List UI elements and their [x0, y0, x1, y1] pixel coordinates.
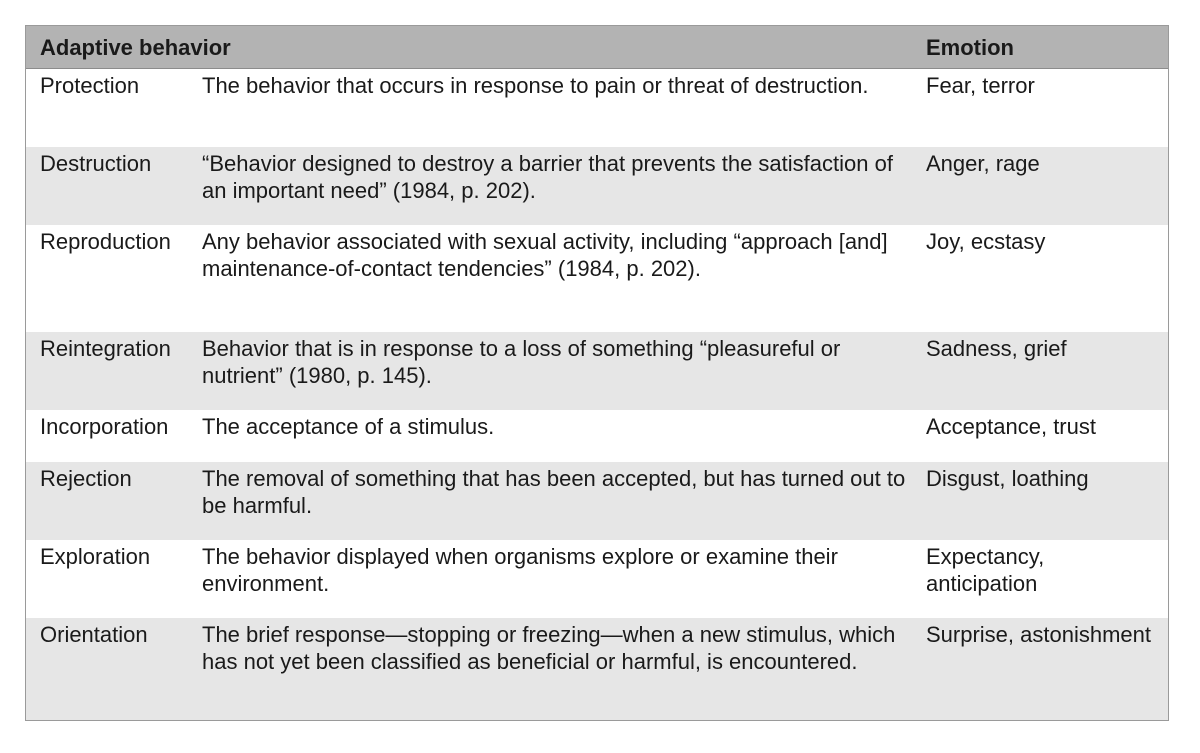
emotion-cell: Acceptance, trust: [926, 413, 1096, 439]
table-row: [26, 147, 1168, 225]
description-cell: The behavior that occurs in response to pain or threat of destruction.: [202, 73, 869, 98]
behavior-cell: Orientation: [40, 621, 148, 647]
emotion-cell: Anger, rage: [926, 150, 1040, 176]
behavior-cell: Destruction: [40, 150, 152, 176]
table-row: [26, 225, 1168, 332]
description-cell: The brief response—stopping or freezing—when a new stimulus, which has not yet been classified as beneficial or harmful, is encountered.: [202, 621, 896, 674]
emotion-cell: Disgust, loathing: [926, 465, 1089, 491]
emotion-cell: Sadness, grief: [926, 335, 1067, 361]
description-cell: The acceptance of a stimulus.: [202, 413, 495, 439]
description-cell: “Behavior designed to destroy a barrier that prevents the satisfaction of an important need” (1984, p. 202).: [202, 150, 893, 203]
header-emotion: Emotion: [926, 35, 1014, 60]
behavior-cell: Rejection: [40, 465, 132, 491]
table: [26, 26, 1168, 721]
behavior-cell: Protection: [40, 73, 140, 98]
table-row: [26, 618, 1168, 722]
table-row: [26, 462, 1168, 540]
behavior-cell: Reproduction: [40, 228, 171, 254]
emotion-cell: Fear, terror: [926, 73, 1035, 98]
emotion-cell: Joy, ecstasy: [926, 228, 1046, 254]
header-row: [26, 26, 1168, 69]
behavior-emotion-table: [25, 25, 1169, 721]
emotion-cell: Expectancy, anticipation: [926, 543, 1045, 596]
table-row: [26, 69, 1168, 147]
table-row: [26, 410, 1168, 462]
header-adaptive-behavior: Adaptive behavior: [40, 35, 231, 60]
behavior-cell: Reintegration: [40, 335, 171, 361]
behavior-cell: Exploration: [40, 543, 151, 569]
description-cell: The removal of something that has been accepted, but has turned out to be harmful.: [202, 465, 906, 518]
description-cell: Any behavior associated with sexual activity, including “approach [and] maintenance-of-contact tendencies” (1984, p. 202).: [202, 228, 888, 281]
table-body: [26, 69, 1168, 722]
table-row: [26, 540, 1168, 618]
table-row: [26, 332, 1168, 410]
behavior-cell: Incorporation: [40, 413, 169, 439]
emotion-cell: Surprise, astonishment: [926, 621, 1151, 647]
description-cell: The behavior displayed when organisms explore or examine their environment.: [202, 543, 838, 596]
table-header: [26, 26, 1168, 69]
description-cell: Behavior that is in response to a loss of something “pleasureful or nutrient” (1980, p. 145).: [202, 335, 841, 388]
